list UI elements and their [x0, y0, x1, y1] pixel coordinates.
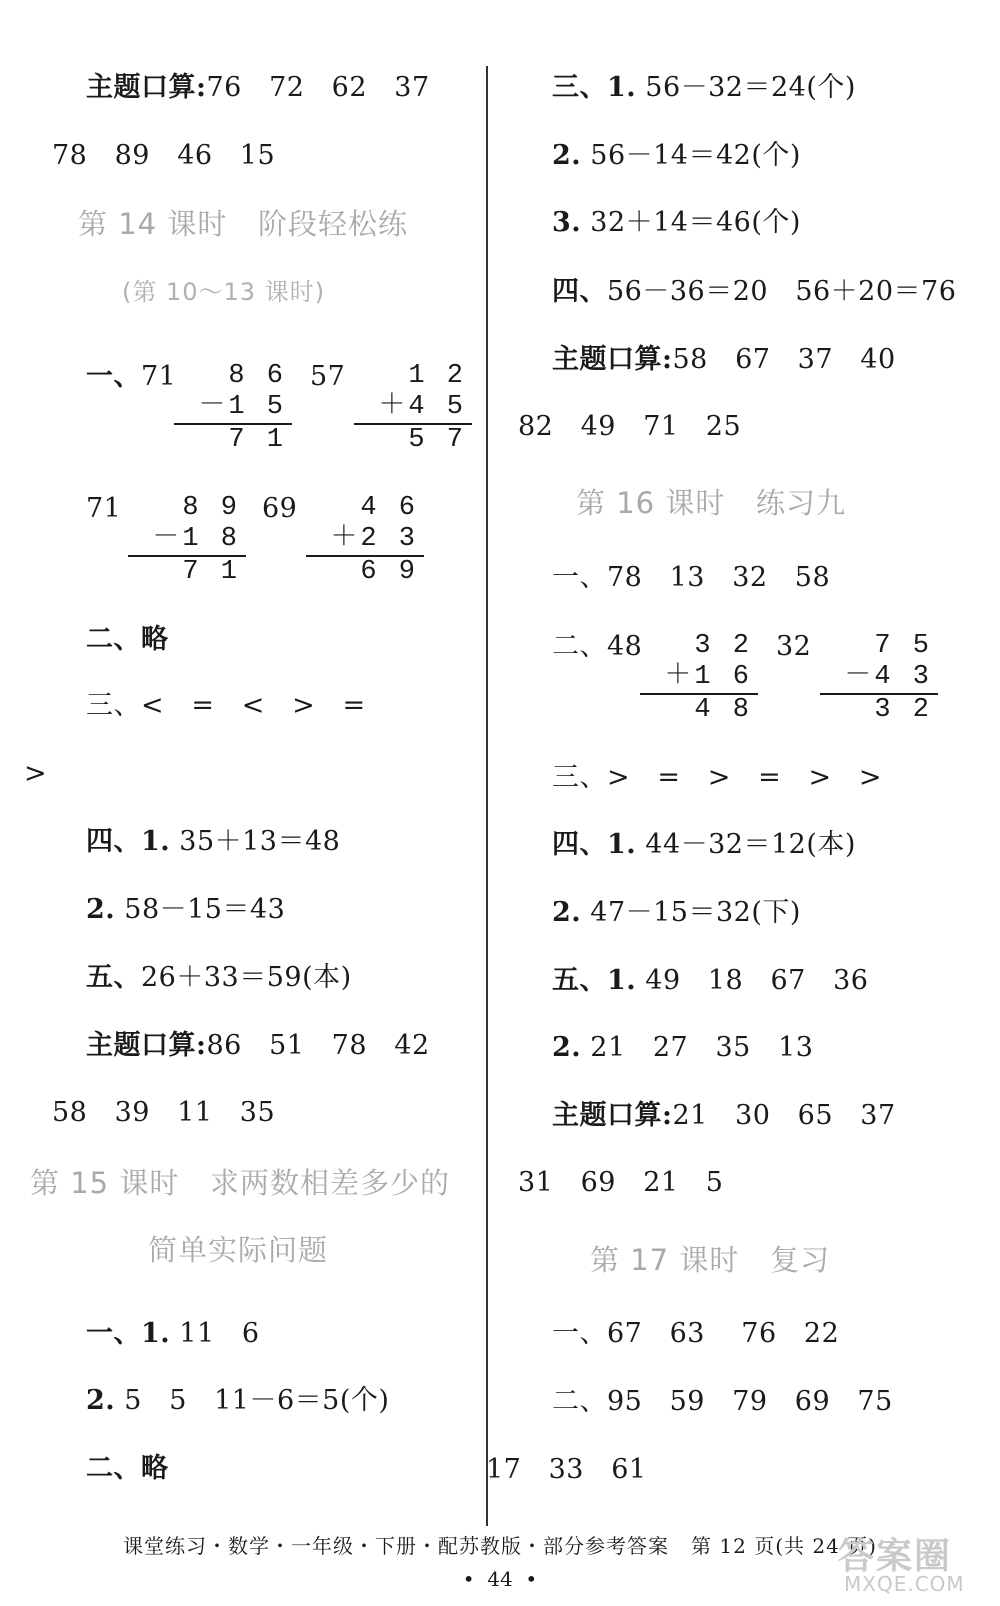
- vc-operand: ＋2 3: [330, 524, 418, 554]
- l16-q2-label: 二、48: [552, 631, 643, 662]
- lesson-14-title: 第 14 课时 阶段轻松练: [78, 207, 408, 241]
- l16-q4-1: 四、1. 44－32＝12(本): [552, 829, 856, 860]
- vertical-calc-4: [318, 493, 418, 588]
- r-oral-calc-1: 主题口算:58 67 37 40: [552, 344, 896, 375]
- vc-result: 7 1: [228, 425, 286, 455]
- q3-cont: >: [24, 758, 48, 789]
- q4-2: 2. 58－15＝43: [86, 894, 286, 925]
- footer-caption: 课堂练习・数学・一年级・下册・配苏教版・部分参考答案 第 12 页(共 24 页): [122, 1534, 877, 1558]
- q2: 二、略: [86, 624, 169, 655]
- vertical-calc-3: [140, 493, 240, 588]
- l16-q5-2: 2. 21 27 35 13: [552, 1032, 814, 1063]
- l17-q2: 二、95 59 79 69 75: [552, 1386, 893, 1417]
- r-oral-calc-2-cont: 31 69 21 5: [518, 1167, 724, 1198]
- q1b-label: 71: [86, 493, 122, 524]
- oral-calc-1-cont: 78 89 46 15: [52, 140, 276, 171]
- l17-q1: 一、67 63 76 22: [552, 1318, 840, 1349]
- vc-top: 8 6: [228, 361, 286, 391]
- watermark-logo: [838, 1528, 988, 1598]
- l15-q1-2: 2. 5 5 11－6＝5(个): [86, 1385, 390, 1416]
- vertical-calc-5: [652, 631, 752, 726]
- r-oral-calc-1-cont: 82 49 71 25: [518, 411, 742, 442]
- q1b-mid: 69: [262, 493, 298, 524]
- vc-operand: ＋1 6: [664, 662, 752, 692]
- vc-result: 3 2: [874, 695, 932, 725]
- oral-calc-2-cont: 58 39 11 35: [52, 1097, 276, 1128]
- vc-top: 8 9: [182, 493, 240, 523]
- vertical-calc-1: [186, 361, 286, 456]
- r-q3-3: 3. 32＋14＝46(个): [552, 207, 801, 238]
- vc-result: 6 9: [360, 557, 418, 587]
- l16-q1: 一、78 13 32 58: [552, 562, 831, 593]
- vc-operand: －1 8: [152, 524, 240, 554]
- lesson-15-title: 第 15 课时 求两数相差多少的: [30, 1166, 450, 1200]
- watermark-url: MXQE.COM: [844, 1572, 965, 1596]
- q5: 五、26＋33＝59(本): [86, 962, 352, 993]
- vc-operand: ＋4 5: [378, 392, 466, 422]
- column-divider: [486, 66, 488, 1526]
- vc-top: 3 2: [694, 631, 752, 661]
- vc-top: 7 5: [874, 631, 932, 661]
- vc-result: 7 1: [182, 557, 240, 587]
- l16-q4-2: 2. 47－15＝32(下): [552, 897, 801, 928]
- vc-result: 4 8: [694, 695, 752, 725]
- vc-operand: －1 5: [198, 392, 286, 422]
- q1a-label: 一、71: [86, 361, 177, 392]
- q4-1: 四、1. 35＋13＝48: [86, 826, 341, 857]
- vc-top: 4 6: [360, 493, 418, 523]
- l15-q2: 二、略: [86, 1453, 169, 1484]
- watermark-text: 答案圈: [838, 1536, 953, 1577]
- l16-q5-1: 五、1. 49 18 67 36: [552, 965, 869, 996]
- lesson-16-title: 第 16 课时 练习九: [576, 486, 846, 520]
- r-q3-2: 2. 56－14＝42(个): [552, 140, 801, 171]
- l16-q3: 三、> = > = > >: [552, 762, 882, 793]
- lesson-15-title-line2: 简单实际问题: [148, 1233, 329, 1267]
- vertical-calc-6: [832, 631, 932, 726]
- q1a-mid: 57: [310, 361, 346, 392]
- oral-calc-2: 主题口算:86 51 78 42: [86, 1030, 430, 1061]
- vc-result: 5 7: [408, 425, 466, 455]
- q3: 三、< = < > =: [86, 690, 366, 721]
- page-number: • 44 •: [462, 1567, 538, 1591]
- l17-q2-cont: 17 33 61: [486, 1454, 647, 1485]
- lesson-14-subtitle: (第 10～13 课时): [122, 278, 326, 306]
- vertical-calc-2: [366, 361, 466, 456]
- l15-q1-1: 一、1. 11 6: [86, 1318, 260, 1349]
- vc-operand: －4 3: [844, 662, 932, 692]
- lesson-17-title: 第 17 课时 复习: [590, 1243, 830, 1277]
- vc-top: 1 2: [408, 361, 466, 391]
- r-oral-calc-2: 主题口算:21 30 65 37: [552, 1100, 896, 1131]
- l16-q2-mid: 32: [776, 631, 812, 662]
- r-q4: 四、56－36＝20 56＋20＝76: [552, 276, 957, 307]
- r-q3-1: 三、1. 56－32＝24(个): [552, 72, 856, 103]
- oral-calc-1: 主题口算:76 72 62 37: [86, 72, 430, 103]
